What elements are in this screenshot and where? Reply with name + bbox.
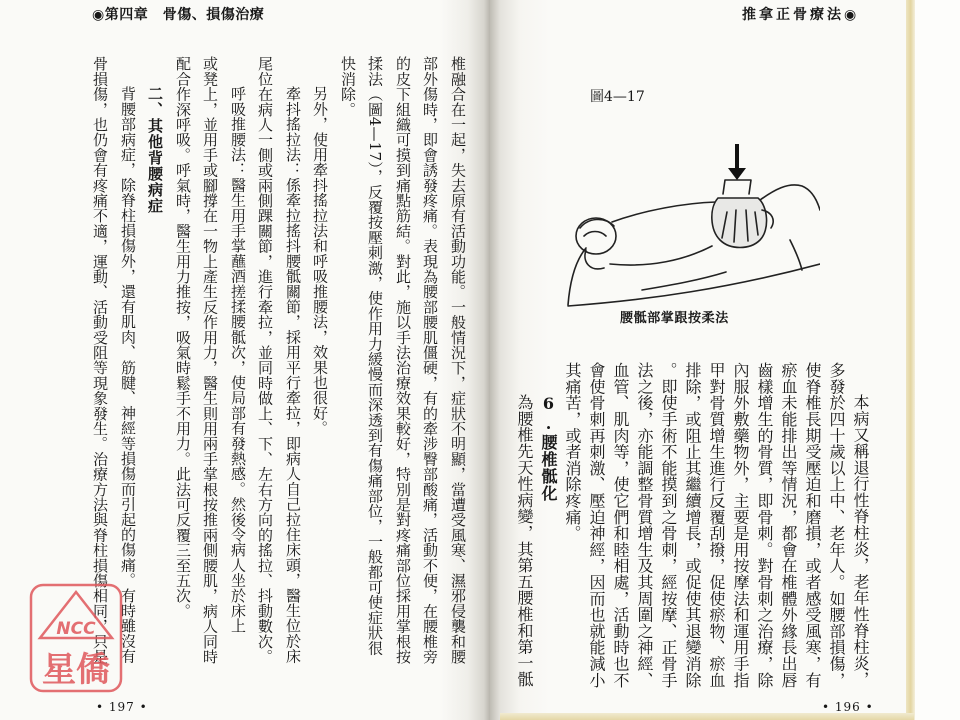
therapist-hand bbox=[712, 180, 773, 248]
text-column: 背腰部病症，除脊柱損傷外，還有肌肉、筋腱、神經等損傷而引起的傷痛。有時雖沒有 bbox=[119, 86, 137, 664]
text-column: 揉法（圖4—17），反覆按壓刺激，使作用力緩慢而深透到有傷痛部位，一般都可使症狀很 bbox=[366, 56, 384, 656]
section-heading: 6.腰椎骶化 bbox=[539, 394, 558, 502]
text-column: 或凳上，並用手或腳撐在一物上產生反作用力，醫生則用兩手掌根按推兩側腰肌，病人同時 bbox=[201, 56, 219, 664]
text-column: 椎融合在一起，失去原有活動功能。一般情況下，症狀不明顯，當遭受風寒、濕邪侵襲和腰 bbox=[449, 56, 467, 664]
text-column: 部外傷時，即會誘發疼痛。表現為腰部腰肌僵硬，有的牽涉臀部酸痛，活動不便，在腰椎旁 bbox=[421, 56, 439, 664]
figure-caption: 腰骶部掌跟按柔法 bbox=[620, 311, 729, 326]
section-heading: 二、其他背腰病症 bbox=[146, 86, 164, 214]
text-column: 尾位在病人一側或兩側踝關節，進行牽拉，並同時做上、下、左右方向的搖拉、抖動數次。 bbox=[256, 56, 274, 664]
text-column: 會使骨刺再刺激、壓迫神經，因而也就能減小 bbox=[587, 362, 606, 688]
text-column: 多發於四十歲以上中、老年人。如腰部損傷， bbox=[827, 362, 846, 688]
text-column: 的皮下組織可摸到痛點筋結。對此，施以手法治療效果較好，特別是對疼痛部位採用掌根按 bbox=[394, 56, 412, 664]
watermark-name: 星僑 bbox=[42, 650, 110, 690]
text-column: 其痛苦，或者消除疼痛。 bbox=[563, 362, 582, 542]
text-column: 。即使手術不能摸到之骨刺，經按摩、正骨手 bbox=[659, 362, 678, 688]
text-column: 內服外敷藥物外，主要是用按摩法和運用手指 bbox=[731, 362, 750, 688]
running-header-left: ◉第四章 骨傷、損傷治療 bbox=[92, 7, 265, 23]
text-column: 使脊椎長期受壓迫和磨損，或者感受風寒，有 bbox=[803, 362, 822, 688]
text-column: 呼吸推腰法：醫生用手掌蘸酒搓揉腰骶次，使局部有發熱感。然後令病人坐於床上 bbox=[229, 86, 247, 634]
text-column: 另外，使用牽抖搖拉法和呼吸推腰法，效果也很好。 bbox=[311, 86, 329, 436]
text-column: 瘀血未能排出等情況，都會在椎體外緣長出唇 bbox=[779, 362, 798, 688]
page-edge-right bbox=[906, 0, 915, 720]
text-column: 血管、肌肉等，使它們和睦相處，活動時也不 bbox=[611, 362, 630, 688]
watermark-mark: NCC bbox=[56, 619, 96, 639]
text-column: 快消除。 bbox=[339, 56, 357, 117]
running-header-right: 推拿正骨療法◉ bbox=[742, 7, 860, 23]
text-column: 本病又稱退行性脊柱炎，老年性脊柱炎， bbox=[851, 394, 870, 688]
figure-label: 圖4—17 bbox=[590, 89, 645, 105]
page-number-left: • 197 • bbox=[96, 700, 148, 714]
pressure-arrow-icon bbox=[728, 144, 746, 180]
text-column: 牽抖搖拉法：係牽拉搖抖腰骶關節，採用平行牽拉，即病人自己拉住床頭，醫生位於床 bbox=[284, 86, 302, 664]
patient-body bbox=[568, 185, 820, 306]
page-number-right: • 196 • bbox=[822, 700, 874, 714]
text-column: 排除，或阻止其繼續增長，或促使其退變消除 bbox=[683, 362, 702, 688]
text-column: 為腰椎先天性病變，其第五腰椎和第一骶 bbox=[515, 394, 534, 688]
text-column: 甲對骨質增生進行反覆刮撥，促使瘀物、瘀血 bbox=[707, 362, 726, 688]
text-column: 法之後，亦能調整骨質增生及其周圍之神經、 bbox=[635, 362, 654, 688]
watermark-logo bbox=[28, 582, 124, 694]
figure-illustration bbox=[550, 140, 820, 310]
text-column: 配合作深呼吸。呼氣時，醫生用力推按，吸氣時鬆手不用力。此法可反覆三至五次。 bbox=[174, 56, 192, 619]
text-column: 骨損傷，也仍會有疼痛不適，運動、活動受阻等現象發生。治療方法與脊柱損傷相同，只是 bbox=[91, 56, 109, 664]
text-column: 齒樣增生的骨質，即骨刺。對骨刺之治療，除 bbox=[755, 362, 774, 688]
